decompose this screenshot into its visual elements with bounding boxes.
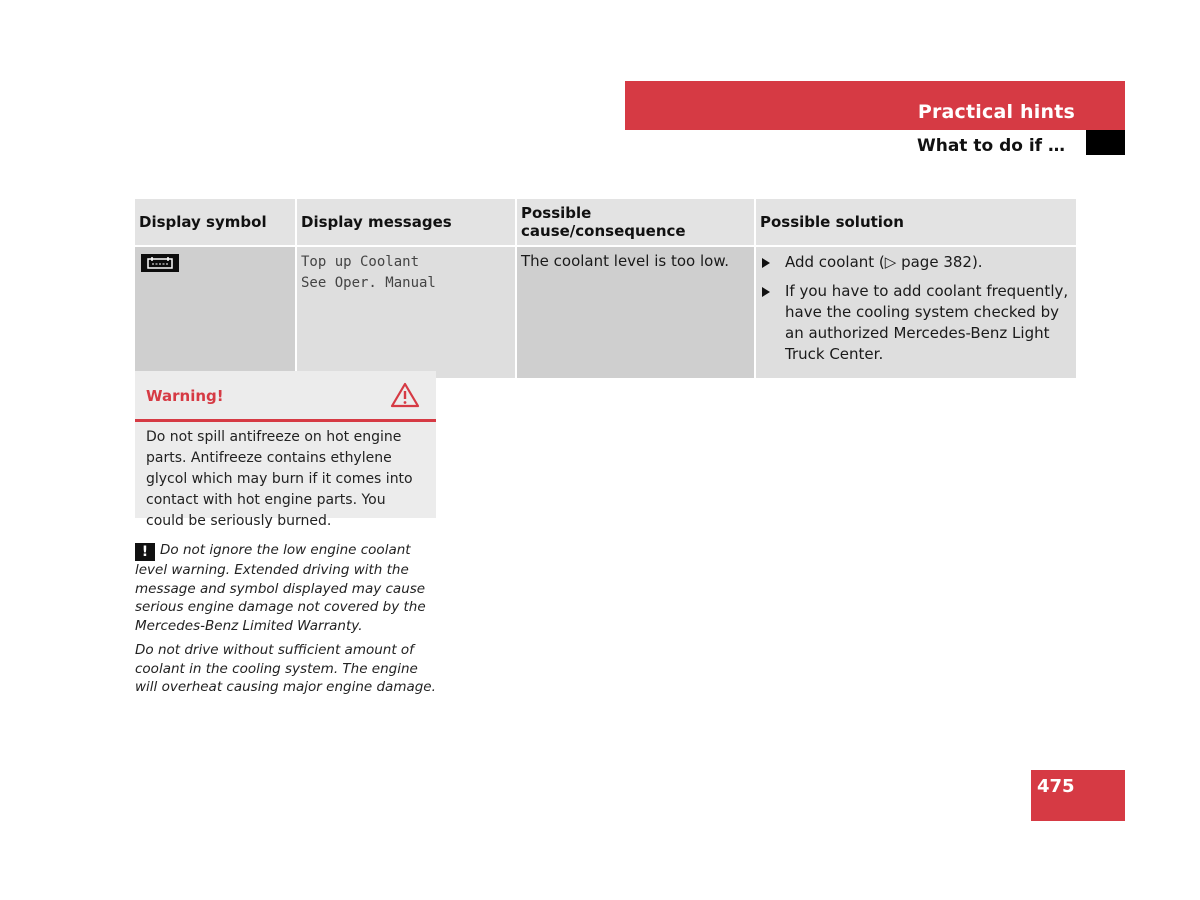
warning-title: Warning! (146, 387, 224, 405)
subsection-title (917, 136, 1075, 156)
notice-paragraph-2: Do not drive without sufficient amount of coolant in the cooling system. The engine will overheat causing major engine damage. (135, 642, 436, 695)
coolant-level-icon (141, 254, 179, 272)
table-row (135, 247, 1076, 378)
list-item (760, 252, 1072, 273)
section-title: Practical hints (917, 101, 1075, 123)
header-display-messages: Display messages (297, 199, 517, 247)
solution-cell (756, 247, 1076, 378)
header-display-symbol: Display symbol (135, 199, 297, 247)
notice-text-1: Do not ignore the low engine coolant level warning. Extended driving with the message and symbol displayed may cause serious engine damage not covered by the Mercedes-Benz Limited Warranty. (135, 542, 426, 634)
message-cell (297, 247, 517, 378)
coolant-table (135, 199, 1076, 378)
page-number-box (1031, 770, 1125, 821)
notice-block (135, 541, 440, 703)
solution-text-1: Add coolant (▷ page 382). (785, 253, 983, 271)
subsection-tab-marker (1086, 130, 1125, 155)
bullet-arrow-icon (762, 287, 770, 297)
warning-body: Do not spill antifreeze on hot engine parts. Antifreeze contains ethylene glycol which may burn if it comes into contact with hot engine parts. You could be seriously burned. (146, 429, 413, 529)
warning-triangle-icon (390, 382, 420, 412)
cause-cell: The coolant level is too low. (517, 247, 756, 378)
bullet-arrow-icon (762, 258, 770, 268)
exclamation-icon: ! (135, 543, 155, 561)
solution-text-2: If you have to add coolant frequently, have the cooling system checked by an authorized Mercedes-Benz Light Truck Center. (785, 282, 1069, 363)
list-item (760, 281, 1072, 365)
header-possible-solution: Possible solution (756, 199, 1076, 247)
warning-header (135, 371, 436, 422)
message-line-1: Top up Coolant (301, 254, 420, 270)
symbol-cell (135, 247, 297, 378)
message-line-2: See Oper. Manual (301, 275, 436, 291)
notice-paragraph-1 (135, 541, 440, 635)
solution-list (760, 252, 1072, 365)
warning-box (135, 371, 436, 529)
page-number: 475 (1037, 776, 1075, 797)
subsection-text: What to do if … (916, 136, 1065, 156)
header-possible-cause: Possible cause/consequence (517, 199, 756, 247)
